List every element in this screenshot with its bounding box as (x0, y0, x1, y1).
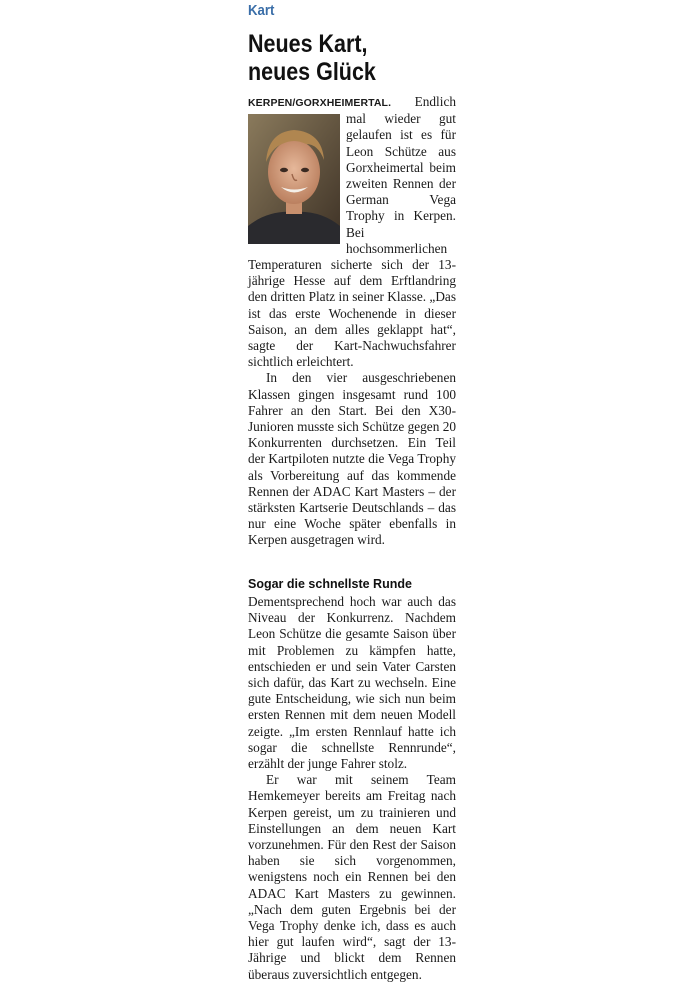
lead-paragraph (248, 94, 456, 370)
article-body-bottom (248, 594, 456, 983)
lead-text: Endlich mal wieder gut gelaufen ist es für Leon Schütze aus Gorxheimertal beim zweiten Rennen der German Vega Trophy in Kerpen. Bei hochsommerlichen Temperaturen sicherte sich der 13-jährige Hesse auf dem Erftlandring den dritten Platz in seiner Klasse. „Das ist das erste Wochenende in dieser Saison, an dem alles geklappt hat“, sagte der Kart-Nachwuchsfahrer sichtlich erleichtert. (248, 94, 456, 370)
article-body-top (248, 94, 456, 549)
paragraph-4: Er war mit seinem Team Hemkemeyer bereits am Freitag nach Kerpen gereist, um zu trainieren und Einstellungen an dem neuen Kart vorzunehmen. Für den Rest der Saison haben sie sich vorgenommen, wenigstens noch ein Rennen bei den ADAC Kart Masters zu gewinnen. „Nach dem guten Ergebnis bei der Vega Trophy denke ich, dass es auch hier gut laufen wird“, sagt der 13-Jährige und blickt dem Rennen überaus zuversichtlich entgegen. (248, 772, 456, 982)
dateline: KERPEN/GORXHEIMERTAL. (248, 97, 392, 109)
headline-line-1: Neues Kart, (248, 30, 368, 58)
paragraph-3: Dementsprechend hoch war auch das Niveau der Konkurrenz. Nachdem Leon Schütze die gesamte Saison über mit Problemen zu kämpfen hatte, entschieden er und sein Vater Carsten sich dafür, das Kart zu wechseln. Eine gute Entscheidung, wie sich nun beim ersten Rennen mit dem neuen Modell zeigte. „Im ersten Rennlauf hatte ich sogar die schnellste Rennrunde“, erzählt der junge Fahrer stolz. (248, 594, 456, 772)
headline (248, 30, 472, 86)
paragraph-2: In den vier ausgeschriebenen Klassen gingen insgesamt rund 100 Fahrer an den Start. Bei den X30-Junioren musste sich Schütze gegen 20 Konkurrenten durchsetzen. Ein Teil der Kartpiloten nutzte die Vega Trophy als Vorbereitung auf das kommende Rennen der ADAC Kart Masters – der stärksten Kartserie Deutschlands – das nur eine Woche später ebenfalls in Kerpen ausgetragen wird. (248, 370, 456, 548)
portrait-photo (248, 114, 340, 244)
section-kicker: Kart (248, 2, 275, 19)
subheading: Sogar die schnellste Runde (248, 577, 412, 591)
headline-line-2: neues Glück (248, 58, 376, 86)
